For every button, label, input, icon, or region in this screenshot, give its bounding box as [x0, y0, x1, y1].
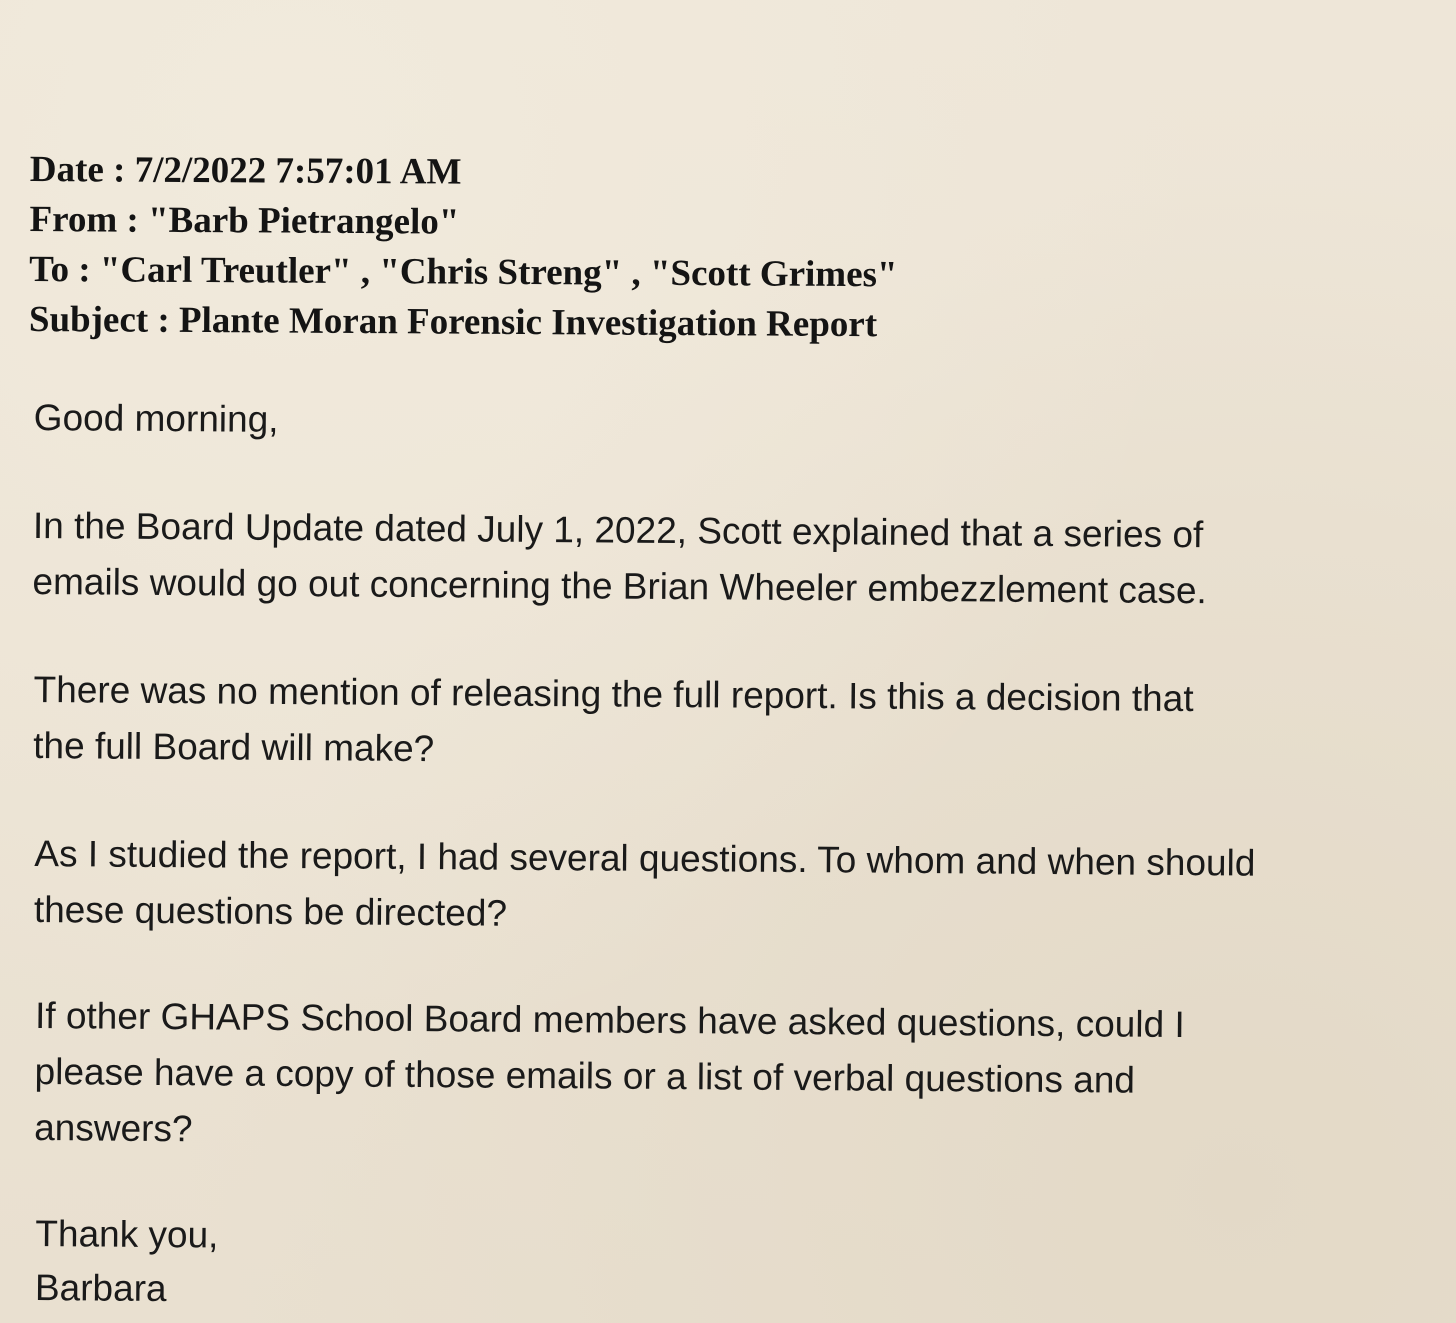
signature: Barbara [34, 1267, 167, 1310]
paragraph-line: emails would go out concerning the Brian Wheeler embezzlement case. [32, 560, 1207, 612]
greeting: Good morning, [33, 396, 279, 440]
email-from-line: From : "Barb Pietrangelo" [29, 198, 460, 243]
paragraph-line: answers? [34, 1107, 193, 1150]
paragraph-board-update [32, 498, 1207, 619]
paragraph-line: these questions be directed? [33, 889, 508, 934]
closing: Thank you, [35, 1213, 219, 1256]
email-body [32, 390, 1434, 1310]
paragraph-questions [34, 826, 1256, 948]
paragraph-line: As I studied the report, I had several questions. To whom and when should [34, 833, 1256, 884]
email-date-line: Date : 7/2/2022 7:57:01 AM [29, 148, 462, 193]
email-to-line: To : "Carl Treutler" , "Chris Streng" , "Scott Grimes" [29, 248, 898, 296]
paragraph-full-report [33, 662, 1194, 783]
paragraph-line: If other GHAPS School Board members have asked questions, could I [34, 995, 1185, 1046]
paragraph-line: please have a copy of those emails or a list of verbal questions and [34, 1051, 1136, 1101]
paragraph-line: the full Board will make? [33, 725, 435, 770]
paragraph-line: There was no mention of releasing the full report. Is this a decision that [33, 669, 1194, 720]
paragraph-copy-request [34, 988, 1185, 1165]
email-header [29, 145, 1130, 352]
paragraph-line: In the Board Update dated July 1, 2022, Scott explained that a series of [32, 504, 1204, 556]
email-subject-line: Subject : Plante Moran Forensic Investigation Report [28, 298, 878, 346]
